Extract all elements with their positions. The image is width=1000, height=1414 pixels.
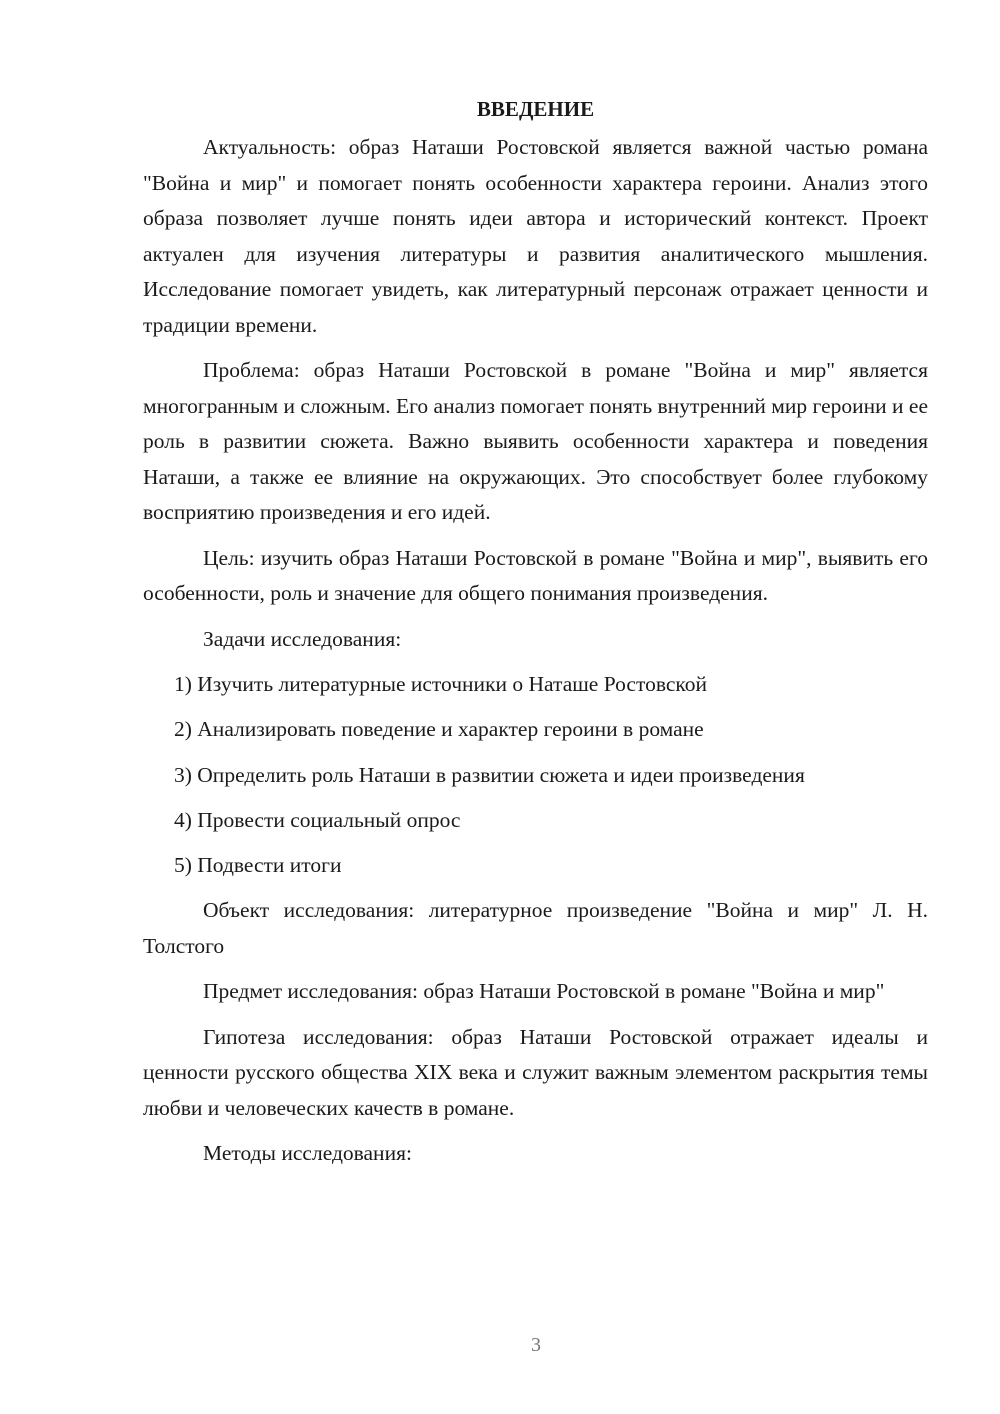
goal-paragraph: Цель: изучить образ Наташи Ростовской в романе "Война и мир", выявить его особенности, роль и значение для общего понимания произведения. xyxy=(143,545,928,605)
hypothesis-paragraph: Гипотеза исследования: образ Наташи Ростовской отражает идеалы и ценности русского общества XIX века и служит важным элементом раскрытия темы любви и человеческих качеств в романе. xyxy=(143,1024,928,1120)
object-paragraph: Объект исследования: литературное произведение "Война и мир" Л. Н. Толстого xyxy=(143,898,928,958)
task-item-3: 3) Определить роль Наташи в развитии сюжета и идеи произведения xyxy=(174,762,805,787)
problem-paragraph: Проблема: образ Наташи Ростовской в романе "Война и мир" является многогранным и сложным. Его анализ помогает понять внутренний мир героини и ее роль в развитии сюжета. Важно выявить особенности характера и поведения Наташи, а также ее влияние на окружающих. Это способствует более глубокому восприятию произведения и его идей. xyxy=(143,358,928,524)
methods-title: Методы исследования: xyxy=(203,1141,412,1166)
page-content xyxy=(143,92,928,1182)
task-item-5: 5) Подвести итоги xyxy=(174,853,342,878)
task-item-4: 4) Провести социальный опрос xyxy=(174,807,461,832)
task-item-2: 2) Анализировать поведение и характер героини в романе xyxy=(174,717,704,742)
page-number: 3 xyxy=(531,1334,541,1356)
section-heading: ВВЕДЕНИЕ xyxy=(476,97,595,121)
task-item-1: 1) Изучить литературные источники о Наташе Ростовской xyxy=(174,672,707,696)
tasks-title: Задачи исследования: xyxy=(203,626,402,651)
relevance-paragraph: Актуальность: образ Наташи Ростовской является важной частью романа "Война и мир" и помогает понять особенности характера героини. Анализ этого образа позволяет лучше понять идеи автора и исторический контекст. Проект актуален для изучения литературы и развития аналитического мышления. Исследование помогает увидеть, как литературный персонаж отражает ценности и традиции времени. xyxy=(143,135,928,337)
subject-paragraph: Предмет исследования: образ Наташи Ростовской в романе "Война и мир" xyxy=(203,979,885,1004)
